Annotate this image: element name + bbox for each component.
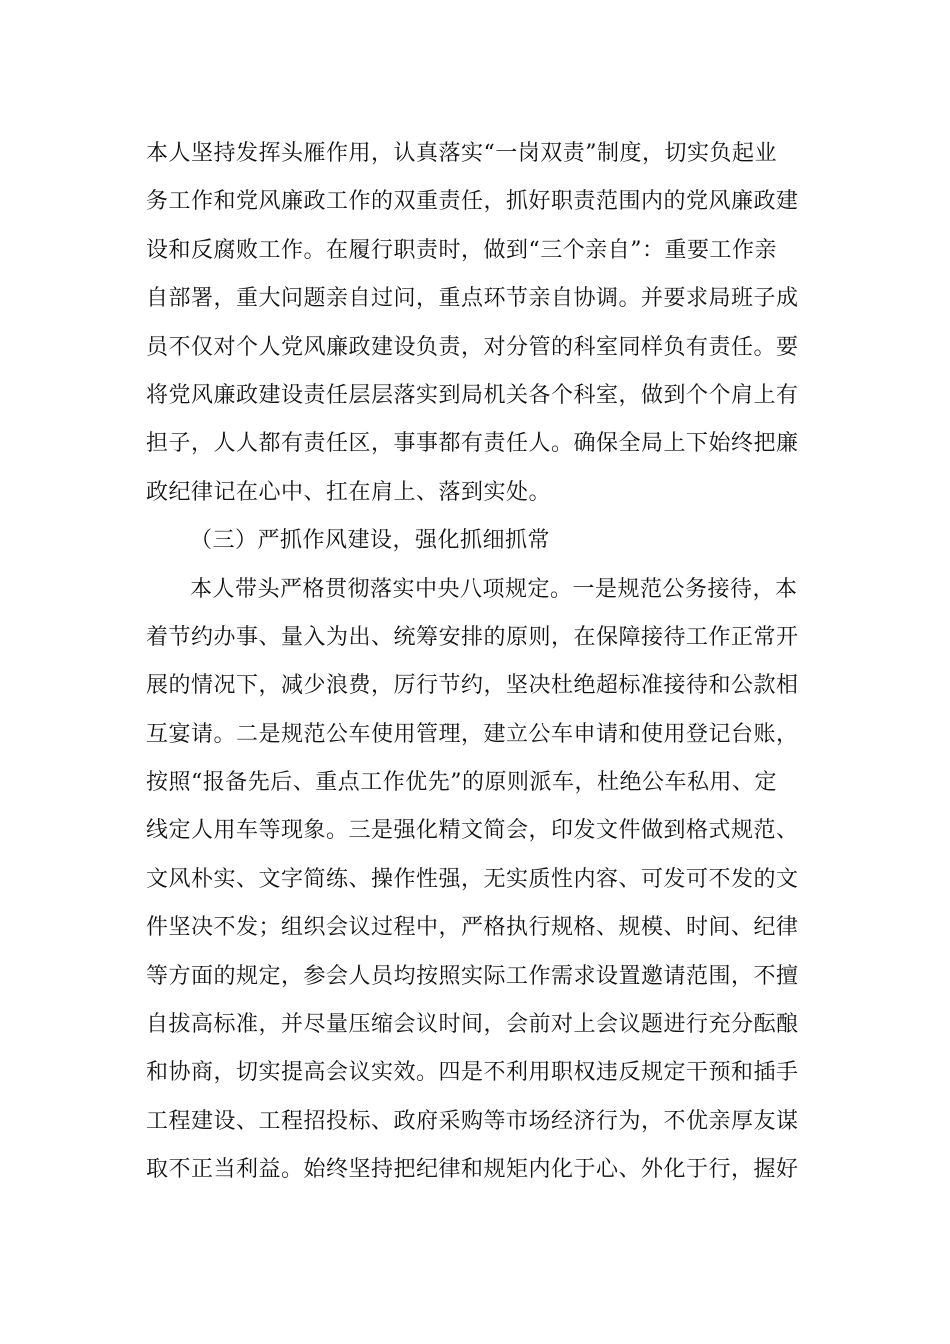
paragraph-line: 将党风廉政建设责任层层落实到局机关各个科室，做到个个肩上有 [146,382,799,408]
paragraph-line: 本人带头严格贯彻落实中央八项规定。一是规范公务接待，本 [190,576,798,602]
paragraph-line: 等方面的规定，参会人员均按照实际工作需求设置邀请范围，不擅 [146,963,799,989]
paragraph-line: 自部署，重大问题亲自过问，重点环节亲自协调。并要求局班子成 [146,286,799,312]
paragraph-line: 担子，人人都有责任区，事事都有责任人。确保全局上下始终把廉 [146,431,799,457]
section-heading: （三）严抓作风建设，强化抓细抓常 [190,528,551,554]
document-body [146,130,806,1195]
paragraph-line: 工程建设、工程招投标、政府采购等市场经济行为，不优亲厚友谋 [146,1108,799,1134]
paragraph-line: 互宴请。二是规范公车使用管理，建立公车申请和使用登记台账， [146,721,799,747]
paragraph-line: 线定人用车等现象。三是强化精文简会，印发文件做到格式规范、 [146,818,799,844]
paragraph-line: 按照“报备先后、重点工作优先”的原则派车，杜绝公车私用、定 [146,770,777,796]
paragraph-line: 设和反腐败工作。在履行职责时，做到“三个亲自”：重要工作亲 [146,237,777,263]
paragraph-line: 员不仅对个人党风廉政建设负责，对分管的科室同样负有责任。要 [146,334,799,360]
paragraph-line: 取不正当利益。始终坚持把纪律和规矩内化于心、外化于行，握好 [146,1157,799,1183]
paragraph-line: 件坚决不发；组织会议过程中，严格执行规格、规模、时间、纪律 [146,915,799,941]
paragraph-line: 文风朴实、文字简练、操作性强，无实质性内容、可发可不发的文 [146,866,799,892]
paragraph-line: 务工作和党风廉政工作的双重责任，抓好职责范围内的党风廉政建 [146,189,799,215]
paragraph-line: 展的情况下，减少浪费，厉行节约，坚决杜绝超标准接待和公款相 [146,673,799,699]
paragraph-line: 着节约办事、量入为出、统筹安排的原则，在保障接待工作正常开 [146,624,799,650]
paragraph-line: 本人坚持发挥头雁作用，认真落实“一岗双责”制度，切实负起业 [146,141,777,166]
paragraph-line: 自拔高标准，并尽量压缩会议时间，会前对上会议题进行充分酝酿 [146,1012,799,1038]
paragraph-line: 政纪律记在心中、扛在肩上、落到实处。 [146,479,552,505]
paragraph-line: 和协商，切实提高会议实效。四是不利用职权违反规定干预和插手 [146,1060,799,1086]
